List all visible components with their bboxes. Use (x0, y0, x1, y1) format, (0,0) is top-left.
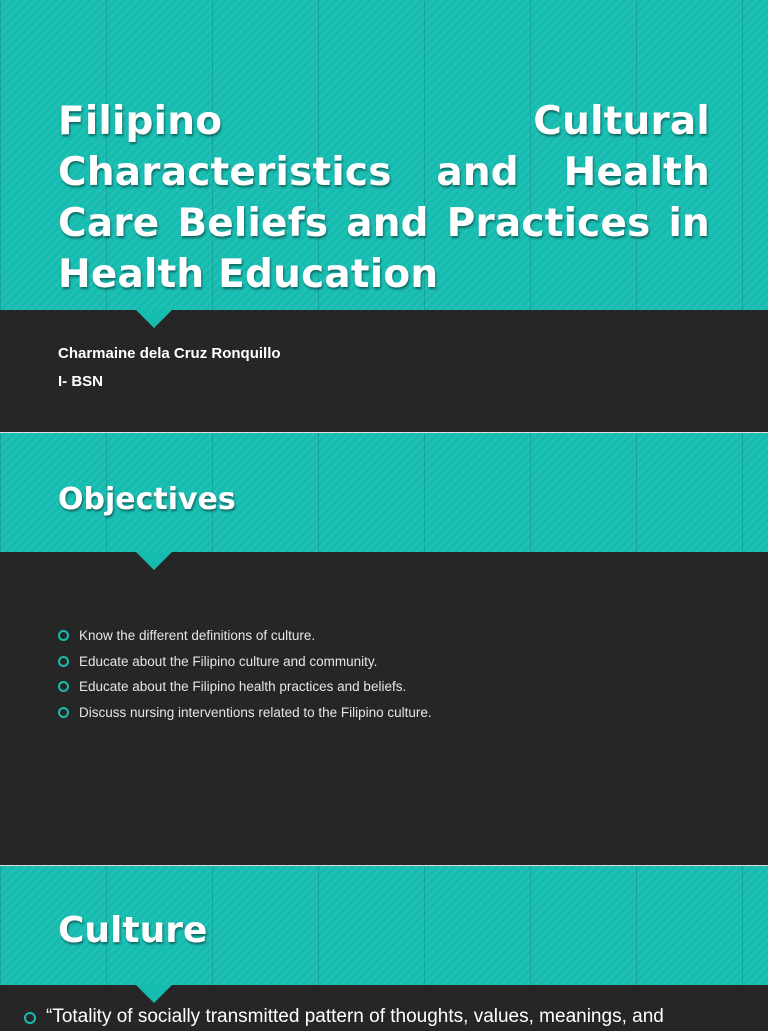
objectives-list (58, 623, 432, 725)
presentation-title: Filipino Cultural Characteristics and Health Care Beliefs and Practices in Health Education (58, 99, 710, 297)
culture-definition-text: “Totality of socially transmitted pattern of thoughts, values, meanings, and (46, 1006, 664, 1027)
list-item-text: Educate about the Filipino health practices and beliefs. (79, 679, 407, 694)
hollow-circle-bullet-icon (58, 656, 69, 667)
culture-slide (0, 866, 768, 1024)
course-label: I- BSN (58, 373, 103, 390)
author-name: Charmaine dela Cruz Ronquillo (58, 345, 281, 362)
list-item (58, 674, 432, 700)
objectives-title: Objectives (58, 482, 236, 517)
list-item (58, 700, 432, 726)
list-item (58, 623, 432, 649)
culture-title: Culture (58, 910, 208, 951)
hollow-circle-bullet-icon (24, 1012, 36, 1024)
band-notch (136, 310, 172, 328)
band-notch (136, 552, 172, 570)
hollow-circle-bullet-icon (58, 681, 69, 692)
list-item-text: Educate about the Filipino culture and community. (79, 653, 378, 669)
hollow-circle-bullet-icon (58, 630, 69, 641)
subtitle-panel (0, 310, 768, 432)
list-item (58, 649, 432, 675)
title-slide (0, 0, 768, 432)
culture-definition (24, 1003, 664, 1031)
objectives-slide (0, 433, 768, 865)
list-item-text: Know the different definitions of culture. (79, 628, 316, 643)
band-notch (136, 985, 172, 1003)
list-item-text: Discuss nursing interventions related to the Filipino culture. (79, 704, 432, 720)
hollow-circle-bullet-icon (58, 707, 69, 718)
